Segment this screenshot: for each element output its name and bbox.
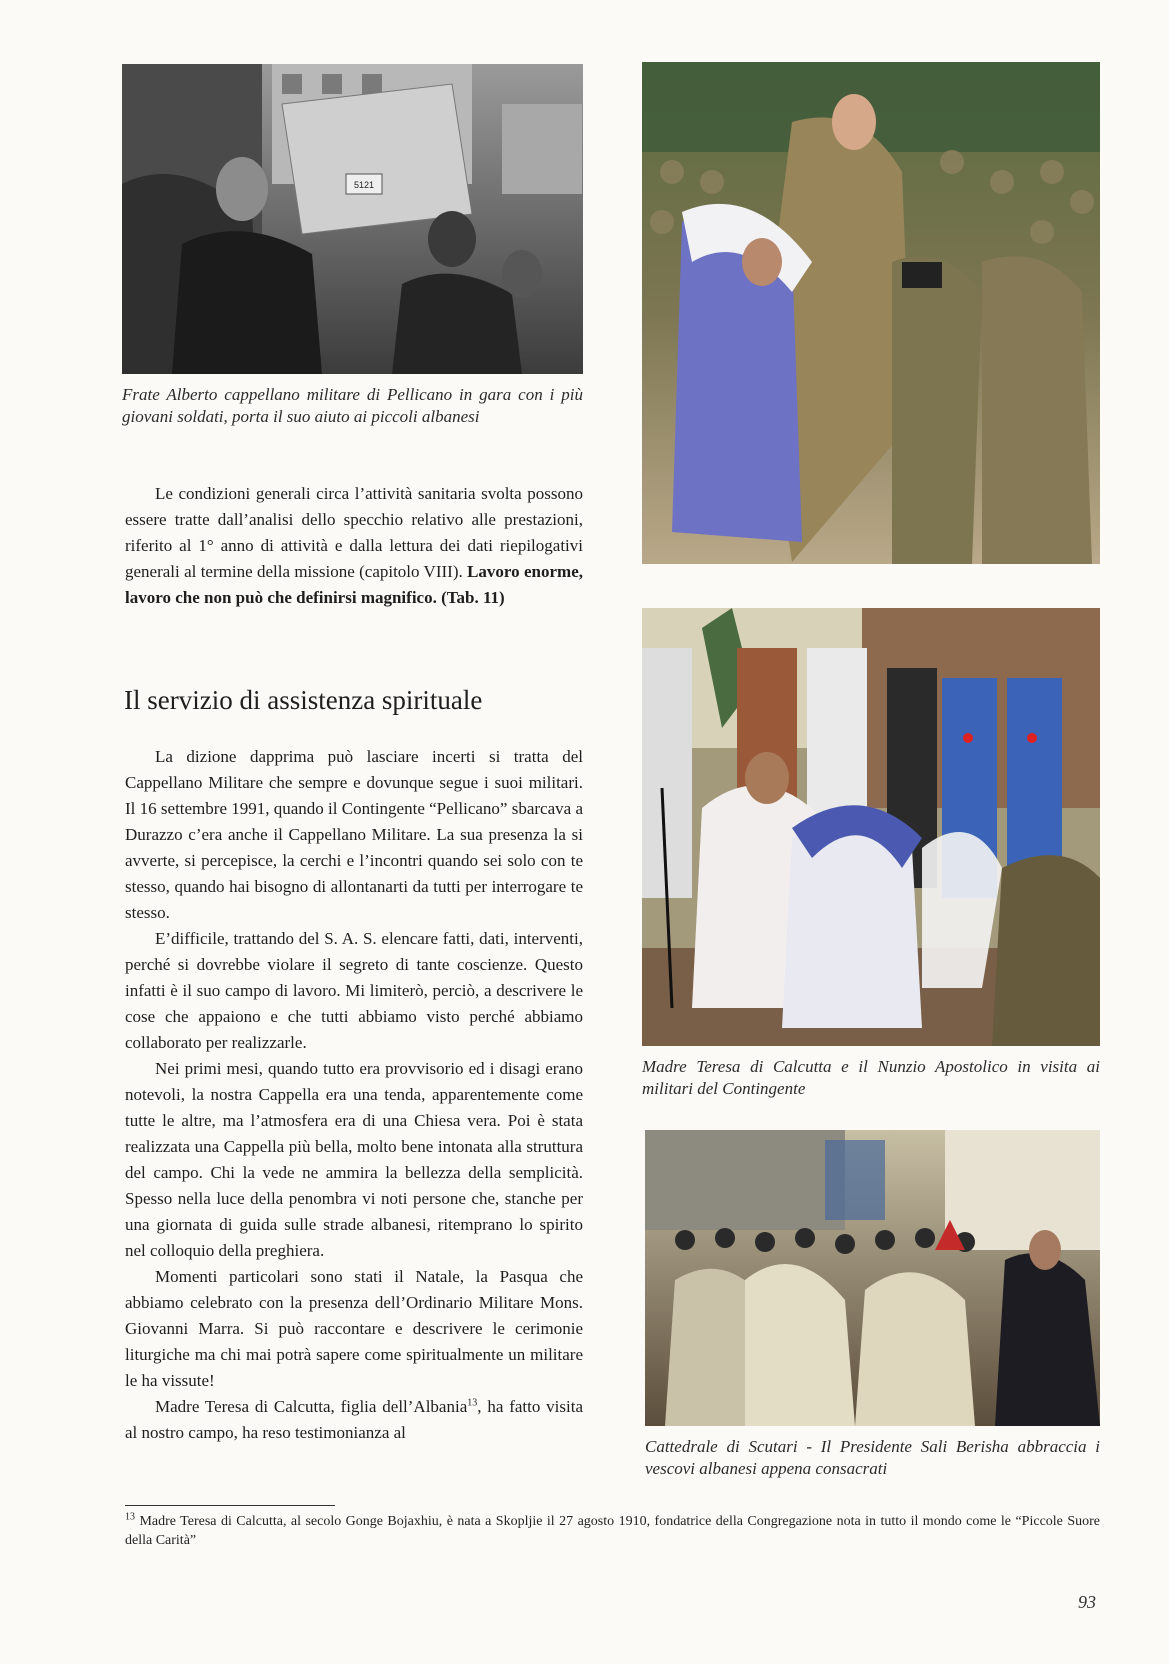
footnote	[125, 1512, 1100, 1550]
box-label: 5121	[353, 180, 375, 190]
paragraph-5-text-a: Madre Teresa di Calcutta, figlia dell’Albania	[155, 1397, 468, 1416]
paragraph-2: E’difficile, trattando del S. A. S. elencare fatti, dati, interventi, perché si dovrebbe violare il segreto di tante coscienze. Questo infatti è il suo campo di lavoro. Mi limiterò, perciò, a descrivere le cose che appaiono e che tutti abbiamo visto perché abbiamo collaborato per realizzarle.	[125, 929, 583, 1052]
intro-bold-text: Lavoro enorme, lavoro che non può che definirsi magnifico. (Tab. 11)	[125, 562, 583, 607]
footnote-reference: 13	[467, 1397, 478, 1409]
footnote-marker: 13	[125, 1511, 135, 1523]
paragraph-5-text-b: , ha fatto visita al nostro campo, ha reso testimonianza al	[125, 1397, 583, 1442]
photo-caption-scutari: Cattedrale di Scutari - Il Presidente Sali Berisha abbraccia i vescovi albanesi appena consacrati	[645, 1437, 1100, 1478]
intro-paragraph	[125, 481, 583, 611]
intro-text: Le condizioni generali circa l’attività sanitaria svolta possono essere tratte dall’analisi dello specchio relativo alle prestazioni, riferito al 1° anno di attività e dalla lettura dei dati riepilogativi generali al termine della missione (capitolo VIII).	[125, 484, 583, 581]
page-number: 93	[1078, 1592, 1096, 1612]
paragraph-1: La dizione dapprima può lasciare incerti si tratta del Cappellano Militare che sempre e dovunque segue i suoi militari. Il 16 settembre 1991, quando il Contingente “Pellicano” sbarcava a Durazzo c’era anche il Cappellano Militare. La sua presenza la si avverte, si percepisce, la cerchi e l’incontri quando sei solo con te stesso, quando hai bisogno di allontanarti da tutti per interrogare te stesso.	[125, 747, 583, 922]
section-body	[125, 744, 583, 1446]
photo-mother-teresa-soldiers	[642, 62, 1100, 564]
intro-paragraph-block	[125, 481, 583, 611]
photo-caption-nuncio: Madre Teresa di Calcutta e il Nunzio Apostolico in visita ai militari del Contingente	[642, 1057, 1100, 1098]
paragraph-4: Momenti particolari sono stati il Natale, la Pasqua che abbiamo celebrato con la presenza dell’Ordinario Militare Mons. Giovanni Marra. Si può raccontare e descrivere le cerimonie liturgiche ma chi mai potrà sapere come spiritualmente un militare le ha vissute!	[125, 1267, 583, 1390]
footnote-text: Madre Teresa di Calcutta, al secolo Gonge Bojaxhiu, è nata a Skopljie il 27 agosto 1910, fondatrice della Congregazione nota in tutto il mondo come le “Piccole Suore della Carità”	[125, 1514, 1100, 1548]
section-heading: Il servizio di assistenza spirituale	[124, 685, 483, 715]
footnote-rule	[125, 1505, 335, 1506]
photo-caption-chaplain: Frate Alberto cappellano militare di Pellicano in gara con i più giovani soldati, porta il suo aiuto ai piccoli albanesi	[122, 385, 583, 426]
photo-nuncio-visit	[642, 608, 1100, 1046]
photo-scutari-cathedral	[645, 1130, 1100, 1426]
paragraph-3: Nei primi mesi, quando tutto era provvisorio ed i disagi erano notevoli, la nostra Cappella era una tenda, apparentemente come tutte le altre, ma l’atmosfera era di una Chiesa vera. Poi è stata realizzata una Cappella più bella, molto bene intonata alla struttura del campo. Chi la vede ne ammira la bellezza della semplicità. Spesso nella luce della penombra vi noti persone che, stanche per una giornata di guida sulle strade albanesi, ritemprano lo spirito nel colloquio della preghiera.	[125, 1059, 583, 1260]
paragraph-5	[125, 1394, 583, 1446]
photo-chaplain-carrying-box	[122, 64, 583, 374]
